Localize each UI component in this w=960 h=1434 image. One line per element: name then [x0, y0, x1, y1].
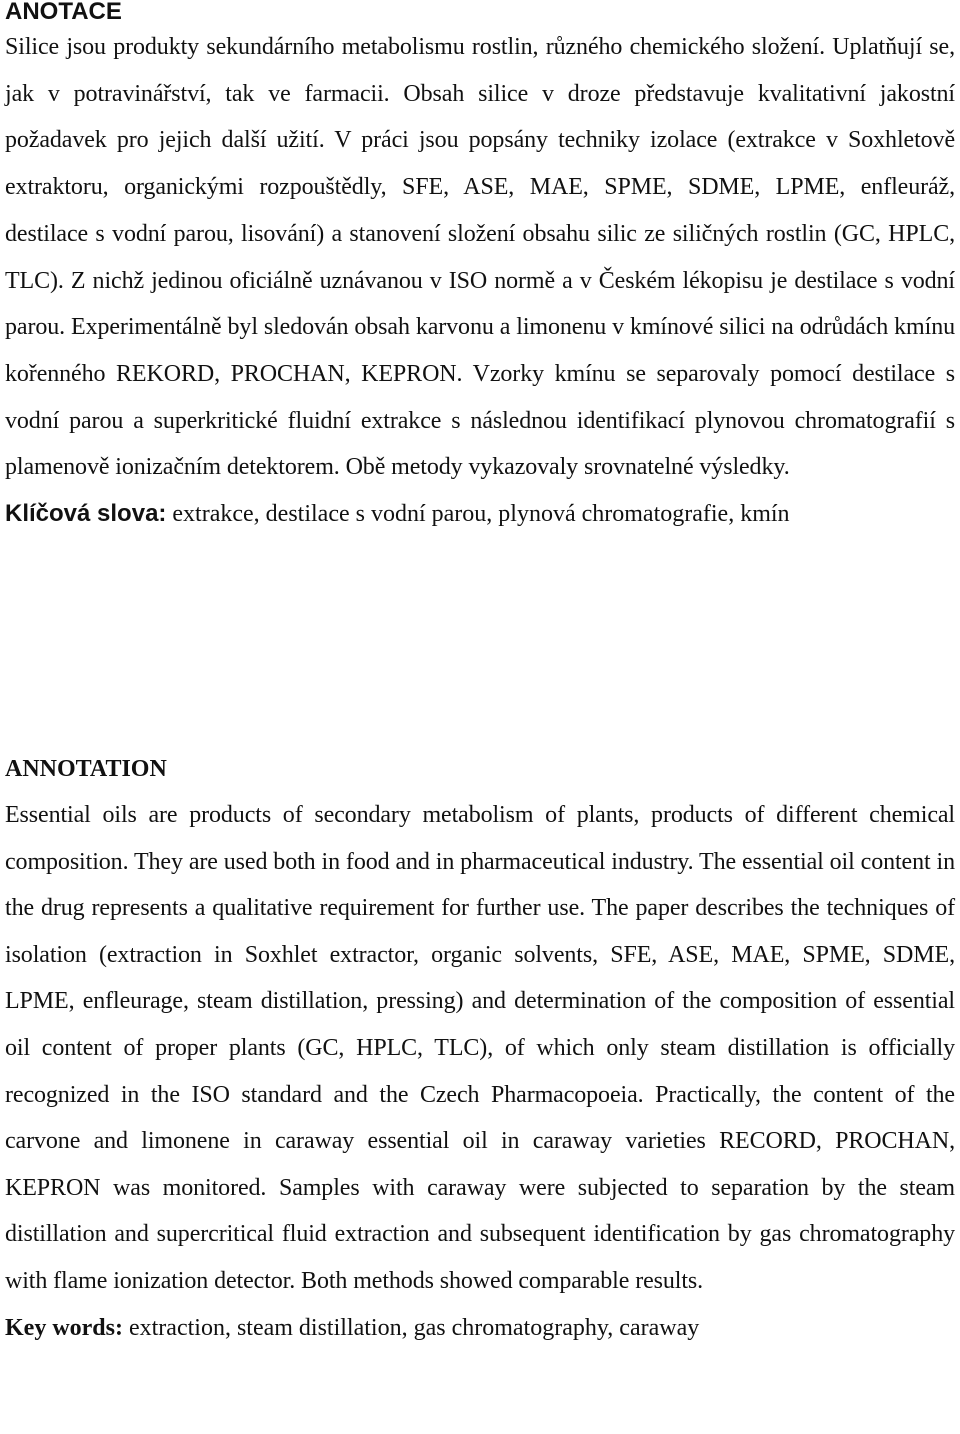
english-abstract: Essential oils are products of secondary metabolism of plants, products of different chemical composition. They are used both in food and in pharmaceutical industry. The essential oil content in the drug represents a qualitative requirement for further use. The paper describes the techniques of isolation (extraction in Soxhlet extractor, organic solvents, SFE, ASE, MAE, SPME, SDME, LPME, enfleurage, steam distillation, pressing) and determination of the composition of essential oil content of proper plants (GC, HPLC, TLC), of which only steam distillation is officially recognized in the ISO standard and the Czech Pharmacopoeia. Practically, the content of the carvone and limonene in caraway essential oil in caraway varieties RECORD, PROCHAN, KEPRON was monitored. Samples with caraway were subjected to separation by the steam distillation and supercritical fluid extraction and subsequent identification by gas chromatography with flame ionization detector. Both methods showed comparable results.	[5, 802, 955, 1294]
czech-keywords-text: extrakce, destilace s vodní parou, plynová chromatografie, kmín	[166, 501, 790, 528]
czech-keywords	[5, 491, 955, 538]
english-keywords	[5, 1305, 955, 1352]
document-page	[5, 0, 955, 1341]
english-annotation-section	[5, 792, 955, 1351]
english-keywords-text: extraction, steam distillation, gas chromatography, caraway	[122, 1314, 700, 1341]
english-keywords-label: Key words:	[5, 1314, 123, 1341]
czech-keywords-label: Klíčová slova:	[5, 500, 167, 528]
czech-heading: ANOTACE	[5, 0, 122, 25]
english-heading: ANNOTATION	[5, 756, 167, 782]
czech-annotation-section	[5, 24, 955, 538]
czech-abstract: Silice jsou produkty sekundárního metabolismu rostlin, různého chemického složení. Uplatňují se, jak v potravinářství, tak ve farmacii. Obsah silice v droze představuje kvalitativní jakostní požadavek pro jejich další užití. V práci jsou popsány techniky izolace (extrakce v Soxhletově extraktoru, organickými rozpouštědly, SFE, ASE, MAE, SPME, SDME, LPME, enfleuráž, destilace s vodní parou, lisování) a stanovení složení obsahu silic ze siličných rostlin (GC, HPLC, TLC). Z nichž jedinou oficiálně uznávanou v ISO normě a v Českém lékopisu je destilace s vodní parou. Experimentálně byl sledován obsah karvonu a limonenu v kmínové silici na odrůdách kmínu kořenného REKORD, PROCHAN, KEPRON. Vzorky kmínu se separovaly pomocí destilace s vodní parou a superkritické fluidní extrakce s následnou identifikací plynovou chromatografií s plamenově ionizačním detektorem. Obě metody vykazovaly srovnatelné výsledky.	[5, 34, 955, 481]
